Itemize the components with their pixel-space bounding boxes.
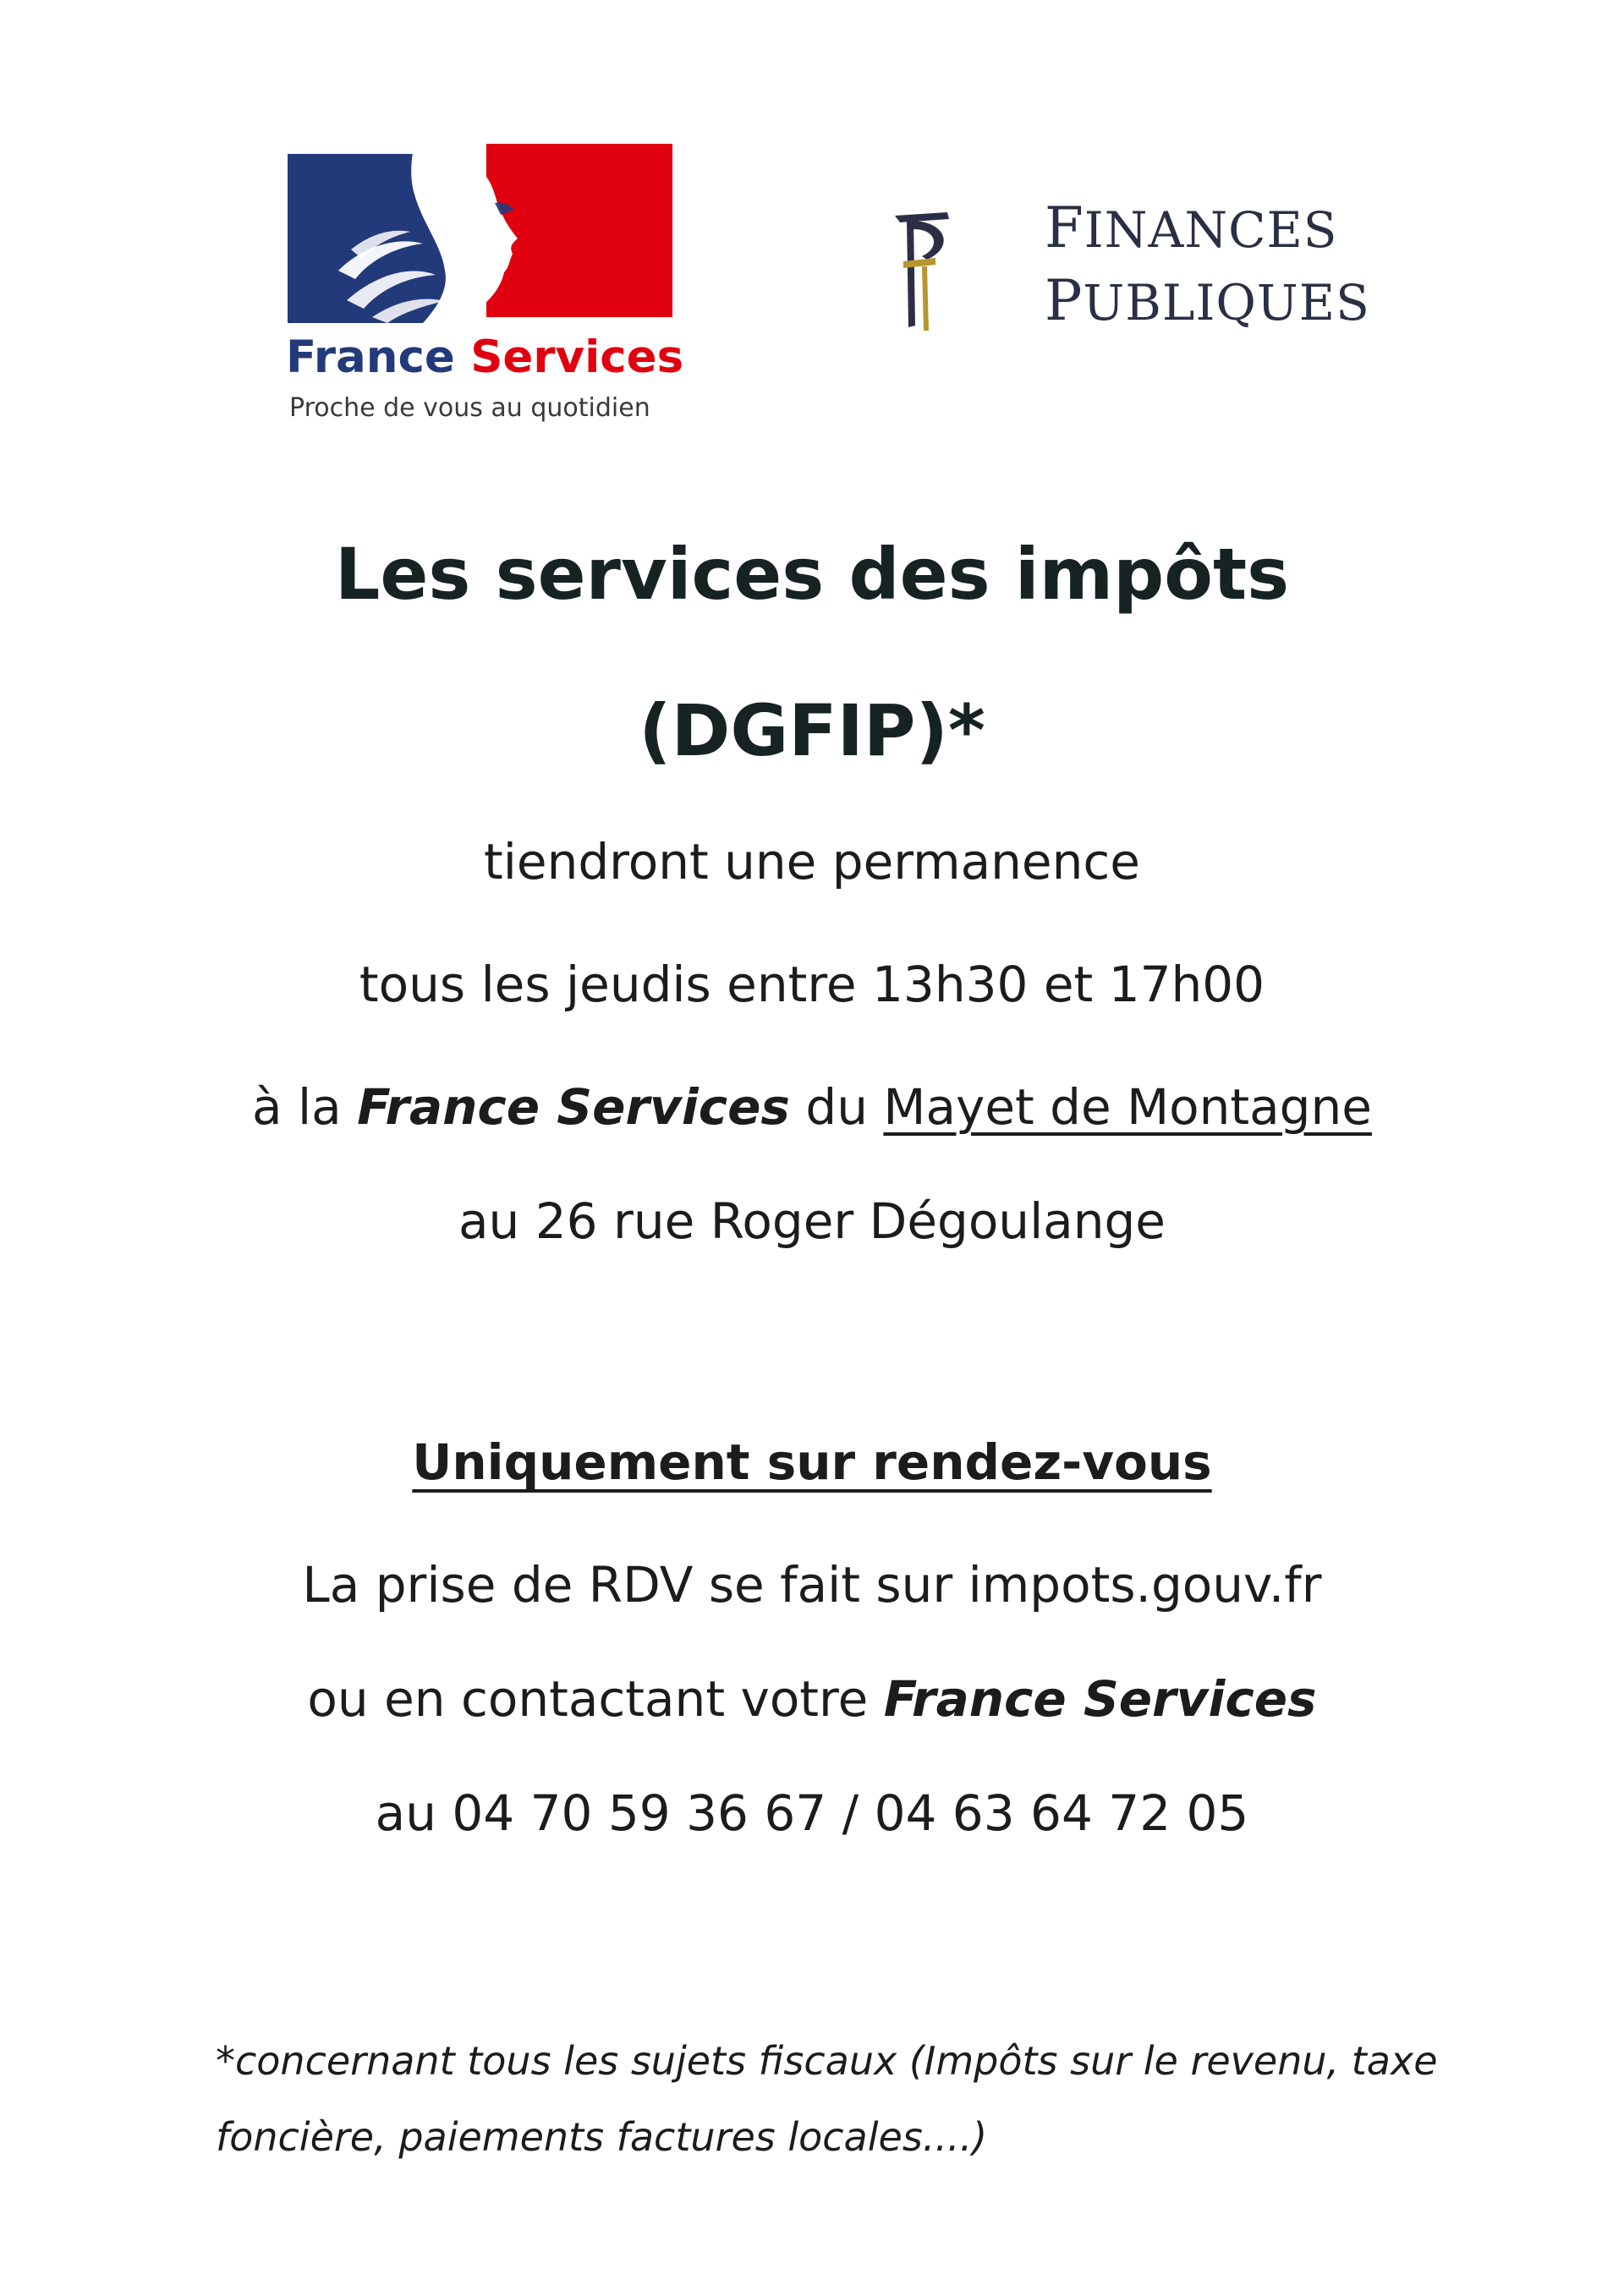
france-services-tagline: Proche de vous au quotidien [289,393,650,423]
body-line-4: au 26 rue Roger Dégoulange [458,1192,1166,1250]
france-services-emphasis: France Services [357,1078,790,1136]
body-line-3: à la France Services du Mayet de Montagne [252,1078,1372,1136]
services-word: Services [470,332,684,383]
appointment-line-2: ou en contactant votre France Services [307,1670,1317,1728]
finances-word: FINANCES [1045,195,1338,260]
france-services-emphasis: France Services [883,1670,1317,1728]
france-services-wordmark [286,332,683,383]
body-line-1: tiendront une permanence [484,833,1140,890]
title-line-1: Les services des impôts [334,533,1290,616]
footnote-line-1: *concernant tous les sujets fiscaux (Impôts sur le revenu, taxe [216,2038,1438,2084]
finances-publiques-logo [880,190,1370,342]
marianne-logo-icon [288,144,672,330]
appointment-line-1: La prise de RDV se fait sur impots.gouv.fr [302,1556,1322,1614]
title-line-2: (DGFIP)* [639,689,985,772]
publiques-word: PUBLIQUES [1045,268,1370,333]
body-line-2: tous les jeudis entre 13h30 et 17h00 [359,956,1265,1013]
location-name: Mayet de Montagne [883,1078,1372,1136]
france-services-logo [279,144,684,431]
phone-numbers: au 04 70 59 36 67 / 04 63 64 72 05 [375,1784,1249,1842]
appointment-heading: Uniquement sur rendez-vous [412,1433,1212,1491]
footnote-line-2: foncière, paiements factures locales....) [216,2114,988,2160]
fp-monogram-icon [888,207,956,334]
france-word: France [286,332,455,383]
